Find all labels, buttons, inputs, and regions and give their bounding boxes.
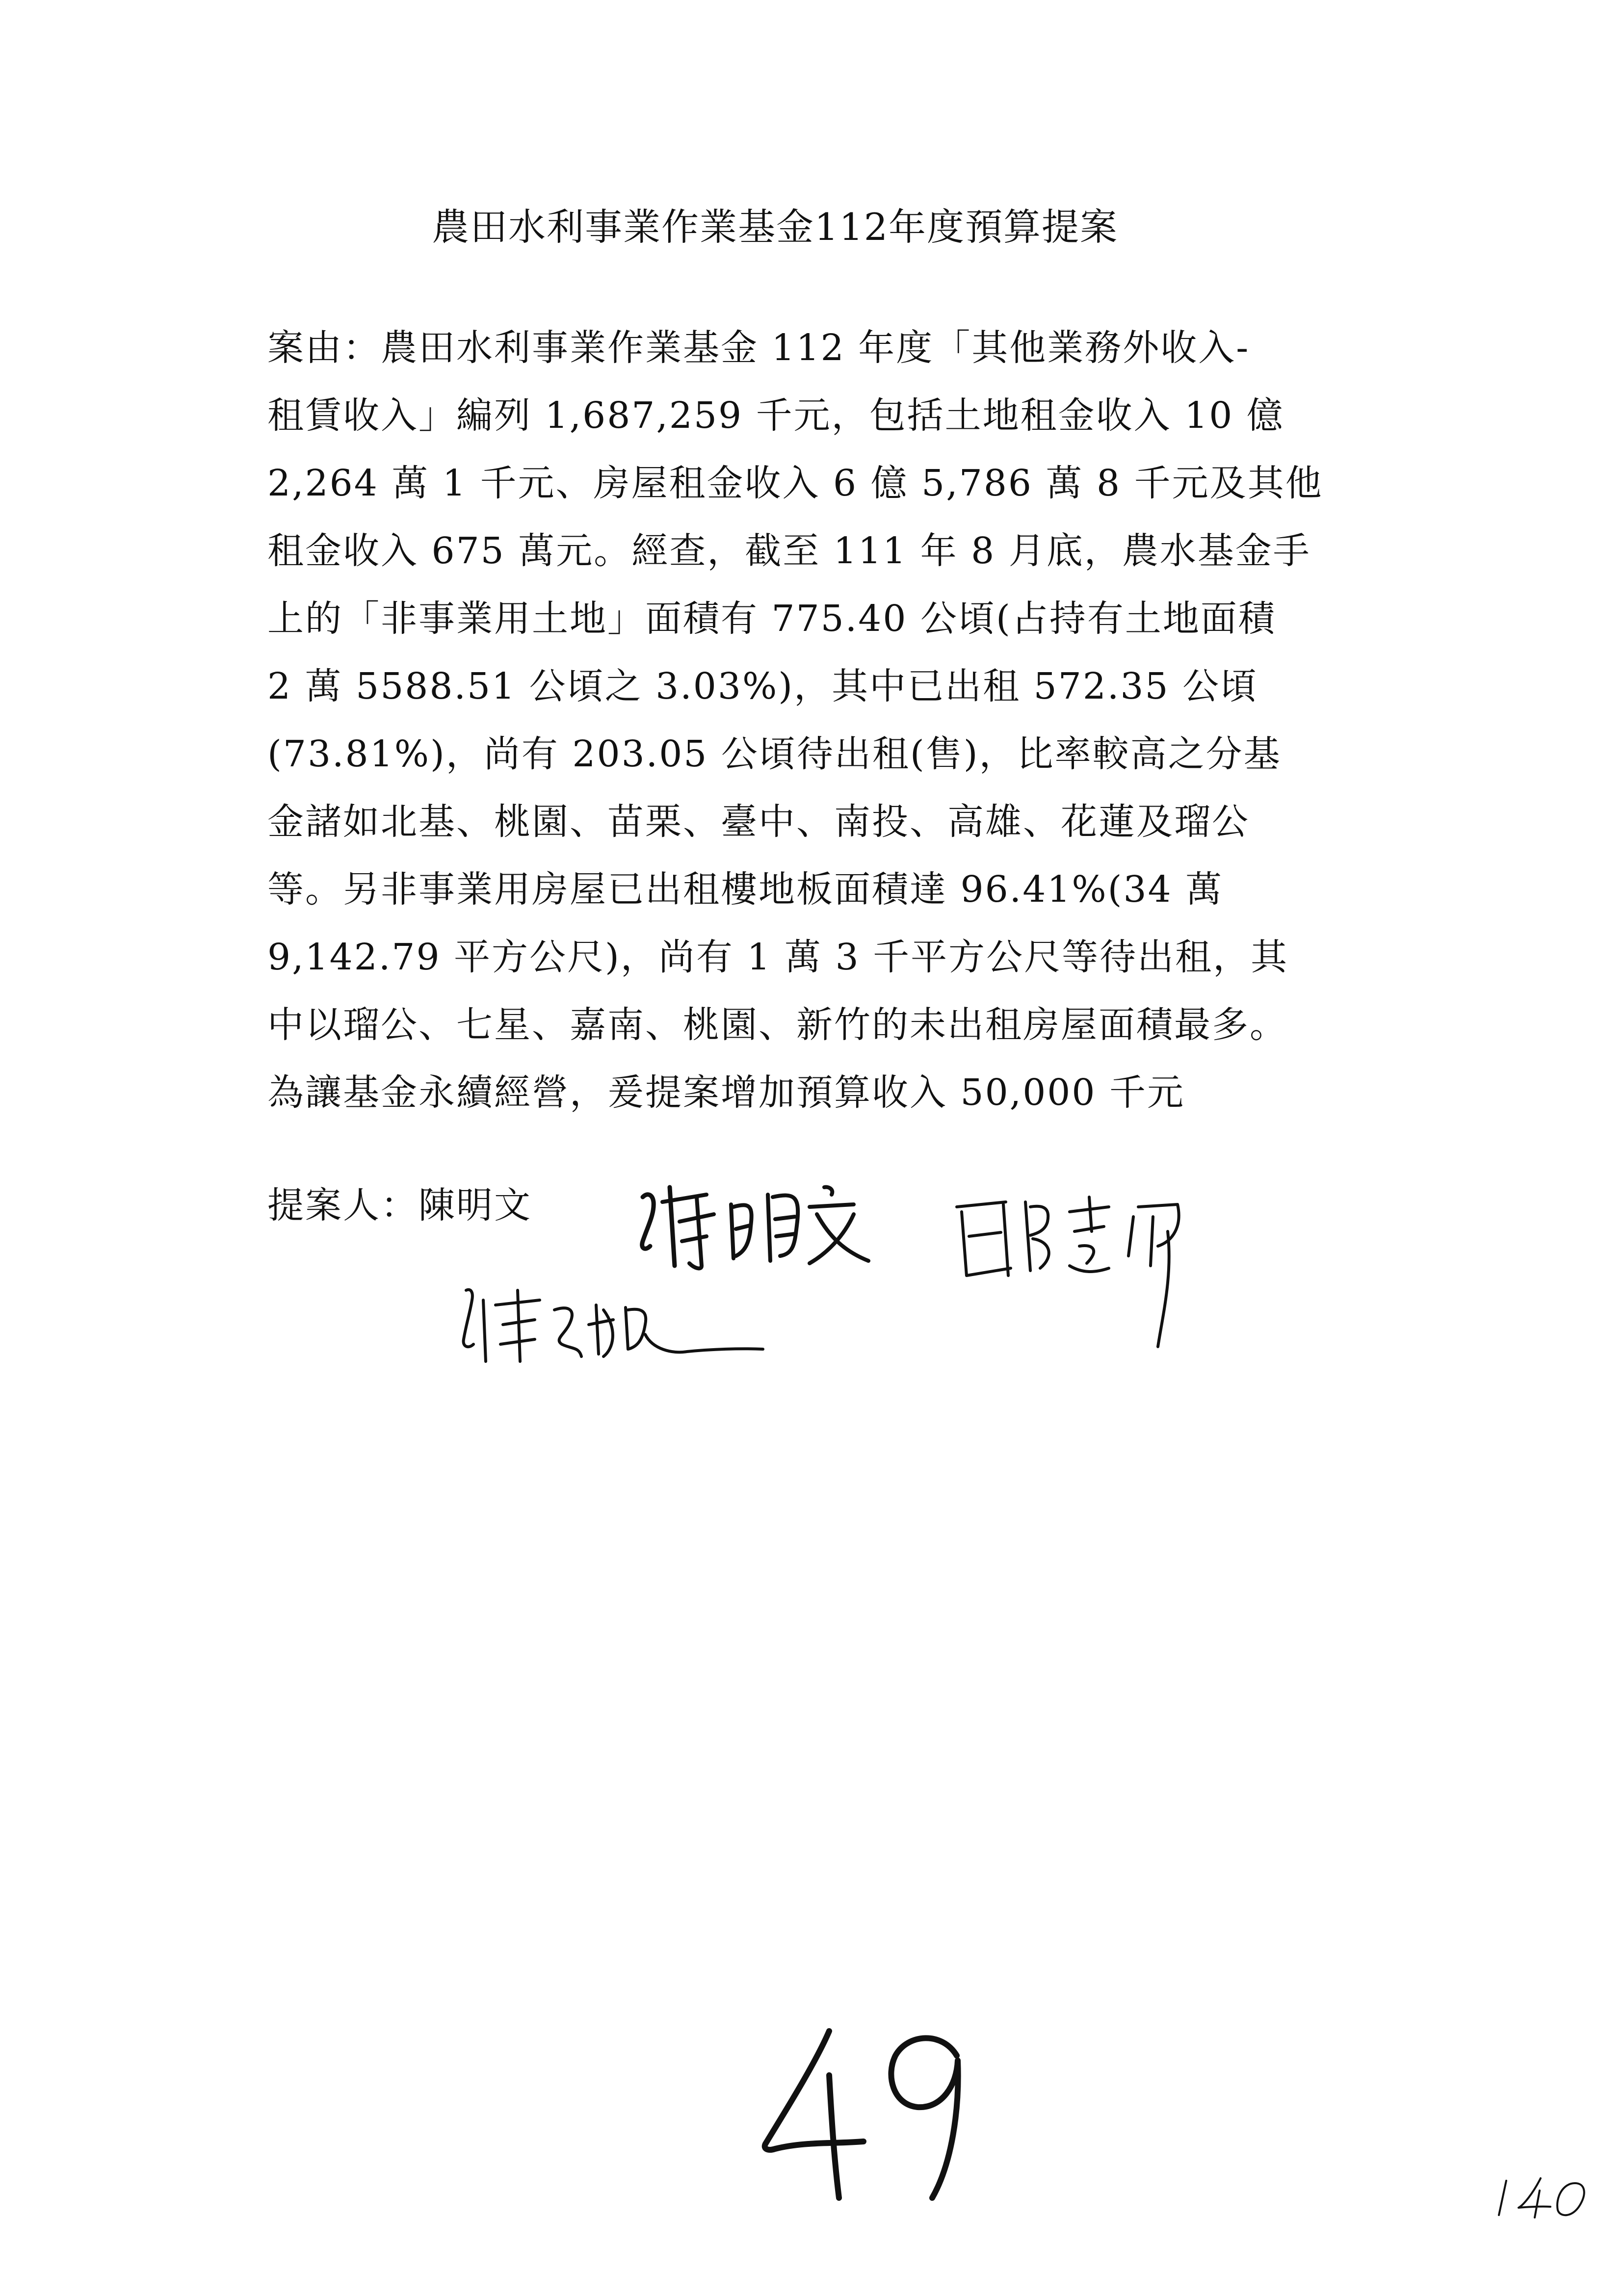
body-line: 租賃收入」編列 1,687,259 千元，包括土地租金收入 10 億	[267, 394, 1284, 437]
handwritten-page-number	[746, 2021, 981, 2208]
signature-chen-hsiu-ju	[456, 1271, 770, 1369]
body-line: 等。另非事業用房屋已出租樓地板面積達 96.41%(34 萬	[267, 868, 1224, 911]
signature-chen-ming-wen	[633, 1168, 908, 1276]
proposer-label: 提案人：陳明文	[267, 1184, 532, 1226]
body-line: 租金收入 675 萬元。經查，截至 111 年 8 月底，農水基金手	[267, 530, 1311, 572]
signature-chiu-chih-wei	[947, 1177, 1207, 1354]
page-title: 農田水利事業作業基金112年度預算提案	[432, 205, 1119, 249]
body-line: (73.81%)，尚有 203.05 公頃待出租(售)，比率較高之分基	[267, 733, 1282, 775]
body-line: 2 萬 5588.51 公頃之 3.03%)，其中已出租 572.35 公頃	[267, 665, 1258, 707]
body-line: 上的「非事業用土地」面積有 775.40 公頃(占持有土地面積	[267, 598, 1276, 640]
proposal-body	[267, 314, 1406, 1126]
body-line: 中以瑠公、七星、嘉南、桃園、新竹的未出租房屋面積最多。	[267, 1004, 1287, 1046]
body-line: 案由：農田水利事業作業基金 112 年度「其他業務外收入-	[267, 327, 1250, 369]
body-line: 9,142.79 平方公尺)，尚有 1 萬 3 千平方公尺等待出租，其	[267, 936, 1289, 978]
body-line: 2,264 萬 1 千元、房屋租金收入 6 億 5,786 萬 8 千元及其他	[267, 462, 1323, 504]
body-line: 為讓基金永續經營，爰提案增加預算收入 50,000 千元	[267, 1071, 1185, 1114]
body-line: 金諸如北基、桃園、苗栗、臺中、南投、高雄、花蓮及瑠公	[267, 801, 1250, 843]
handwritten-corner-number	[1492, 2168, 1595, 2222]
